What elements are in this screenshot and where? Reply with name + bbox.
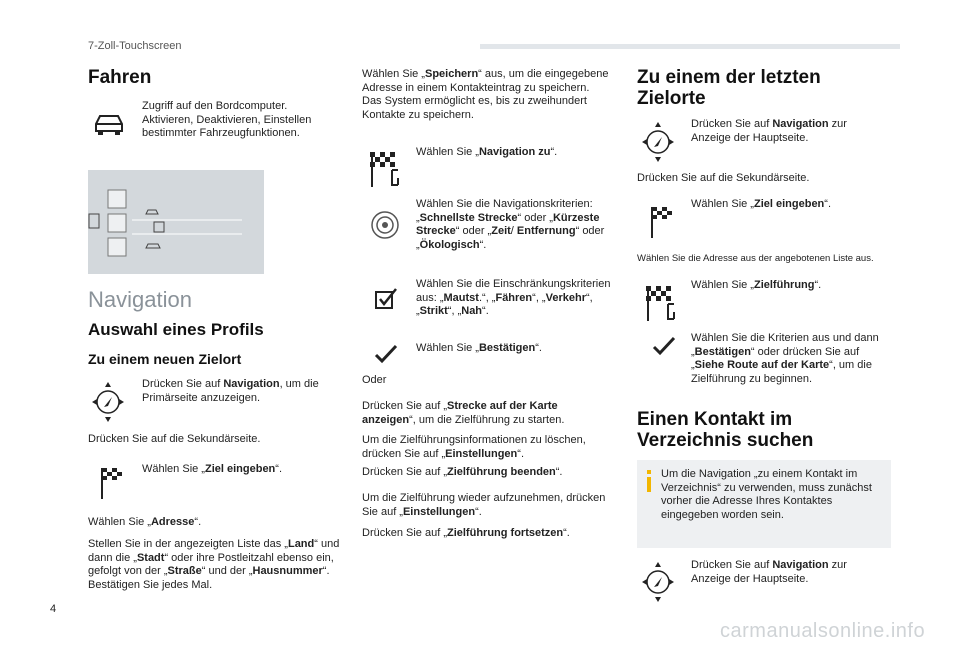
t: “, um die Zielführung zu starten. (409, 413, 565, 426)
t: Navigation zu (478, 146, 551, 158)
checkered-flag-icon (650, 205, 674, 244)
t: Das System ermöglicht es, bis zu zweihundert Kontakte zu speichern. (362, 95, 587, 121)
t: Land (287, 538, 315, 550)
t: , um die Primärseite anzuzeigen. (142, 378, 319, 404)
oder-text: Oder (362, 374, 387, 386)
t: “. (479, 238, 487, 251)
info-icon (645, 470, 653, 497)
t: Verzeichnis suchen (637, 429, 814, 451)
t: Ziel eingeben (204, 463, 276, 475)
press-secondary-text: Drücken Sie auf die Sekundärseite. (88, 433, 261, 445)
t: “. (475, 505, 482, 518)
t: Einstellungen (445, 447, 518, 460)
t: Mautst (443, 291, 479, 304)
t: Bestätigen (694, 345, 751, 358)
beenden-text (362, 466, 563, 480)
t: Wählen Sie „ (362, 68, 425, 80)
strecke-text (362, 400, 612, 427)
t: Um die Zielführung wieder aufzunehmen, drücken Sie auf „ (362, 492, 606, 518)
heading-new-destination: Zu einem neuen Zielort (88, 351, 242, 367)
select-ziel-text (142, 463, 282, 477)
t: Wählen Sie die Einschränkungskriterien aus: „ (416, 278, 611, 304)
t: Navigation (772, 559, 829, 571)
t: Stadt (136, 551, 165, 564)
t: “ und der „ (201, 565, 253, 577)
t: Bestätigen (478, 342, 536, 354)
t: Zeit (491, 225, 511, 237)
select-zielfuehrung-text (691, 279, 821, 293)
t: .“, „ (478, 291, 496, 304)
fortsetzen-text (362, 527, 570, 541)
t: “ oder „ (416, 225, 605, 251)
t: Zielführung fortsetzen (446, 527, 564, 539)
navigation-zu-text (416, 146, 557, 160)
press-secondary-text-2: Drücken Sie auf die Sekundärseite. (637, 172, 810, 184)
list-instructions (88, 538, 344, 592)
t: “ oder „ (455, 225, 492, 237)
t: “, „ (416, 291, 593, 317)
t: Zu einem der letzten (637, 67, 821, 88)
settings-icon (370, 210, 400, 245)
t: Wählen Sie die Navigationskriterien: „ (416, 198, 593, 224)
watermark: carmanualsonline.info (720, 620, 926, 642)
bestaetigen-text (416, 342, 542, 356)
t: Drücken Sie auf (691, 118, 773, 130)
heading-contact-search (637, 410, 813, 452)
steering-joystick-icon (640, 120, 676, 169)
t: Drücken Sie auf (691, 559, 773, 571)
t: Zielführung beenden (446, 466, 556, 478)
t: Strikt (419, 305, 448, 317)
t: Zielorte (637, 87, 706, 109)
t: Wählen Sie „ (88, 516, 151, 528)
t: “. (535, 342, 542, 354)
t: Navigation (772, 118, 829, 130)
t: “. (517, 447, 525, 460)
steering-joystick-icon (90, 380, 126, 429)
wieder-text (362, 492, 612, 519)
t: Einstellungen (402, 505, 476, 518)
t: Bestätigen Sie jedes Mal. (88, 578, 213, 591)
t: Wählen Sie „ (416, 342, 479, 354)
criteria-text-2 (691, 332, 891, 386)
t: “, um die Zielführung zu beginnen. (691, 359, 872, 385)
t: Drücken Sie auf „ (362, 527, 447, 539)
t: “. (824, 198, 832, 210)
t: / (510, 225, 517, 237)
t: Wählen Sie die Kriterien aus und dann „ (691, 332, 879, 358)
t: Drücken Sie auf „ (362, 400, 447, 412)
t: Strecke auf der Karte anzeigen (362, 400, 558, 426)
t: “. (555, 466, 563, 478)
t: “ und dann die „ (88, 538, 340, 564)
t: “ aus, um die eingegebene Adresse in einem Kontakteintrag zu speichern. (362, 68, 609, 94)
fahren-description: Zugriff auf den Bordcomputer. Aktivieren, Deaktivieren, Einstellen bestimmter Fahrzeugfunktionen. (142, 100, 312, 139)
t: Verkehr (545, 291, 586, 304)
checkered-flag-icon (370, 152, 400, 193)
t: Straße (167, 565, 202, 577)
heading-fahren: Fahren (88, 67, 152, 88)
t: Stellen Sie in der angezeigten Liste das „ (88, 538, 288, 550)
navigation-criteria-text (416, 198, 616, 252)
page-number: 4 (50, 603, 57, 615)
restriction-criteria-text (416, 278, 616, 319)
t: Wählen Sie „ (142, 463, 205, 475)
select-adresse-text (88, 516, 201, 530)
t: zur Anzeige der Hauptseite. (691, 118, 847, 144)
t: Hausnummer (252, 565, 323, 577)
heading-profile: Auswahl eines Profils (88, 320, 264, 339)
checkbox-icon (374, 286, 400, 317)
t: Um die Zielführungsinformationen zu löschen, drücken Sie auf „ (362, 434, 586, 460)
t: Siehe Route auf der Karte (694, 359, 830, 371)
running-header: 7-Zoll-Touchscreen (88, 40, 182, 52)
checkered-flag-icon (100, 466, 124, 505)
checkered-flag-icon (646, 286, 676, 327)
t: Einen Kontakt im (637, 409, 793, 430)
t: “, „ (447, 305, 462, 317)
speichern-text (362, 68, 612, 122)
t: “. (550, 146, 558, 158)
t: Nah (461, 305, 483, 317)
t: Ökologisch (419, 238, 480, 251)
steering-joystick-icon (640, 560, 676, 609)
t: Zielführung (753, 279, 815, 291)
t: “. (814, 279, 822, 291)
press-navigation-text-2 (691, 118, 871, 145)
t: “ oder „ (517, 211, 553, 224)
checkmark-icon (652, 336, 676, 361)
press-navigation-text-3 (691, 559, 871, 586)
t: Fähren (495, 291, 533, 304)
t: “. (563, 527, 570, 539)
t: Entfernung (516, 225, 576, 237)
t: Kürzeste Strecke (416, 211, 600, 237)
t: Speichern (424, 68, 479, 80)
t: Navigation (223, 378, 280, 390)
t: Wählen Sie „ (691, 279, 754, 291)
t: “. (275, 463, 283, 475)
select-ziel-text-2 (691, 198, 831, 212)
heading-navigation: Navigation (88, 287, 192, 312)
t: “, „ (532, 291, 546, 304)
t: Wählen Sie „ (416, 146, 479, 158)
t: Wählen Sie „ (691, 198, 754, 210)
header-bar (480, 44, 900, 49)
loeschen-text (362, 434, 612, 461)
t: “ oder ihre Postleitzahl ebenso ein, gefolgt von der „ (88, 551, 334, 577)
t: “. (482, 305, 489, 317)
info-note-box (637, 460, 891, 548)
press-navigation-text (142, 378, 332, 405)
t: Adresse (150, 516, 195, 528)
t: Schnellste Strecke (419, 211, 518, 224)
checkmark-icon (374, 344, 398, 369)
screen-thumbnail (88, 170, 264, 274)
info-note-text: Um die Navigation „zu einem Kontakt im Verzeichnis“ zu verwenden, muss zunächst vorher die Adresse Ihres Kontaktes eingegeben worden sein. (661, 468, 872, 521)
t: zur Anzeige der Hauptseite. (691, 559, 847, 585)
car-icon (92, 110, 126, 141)
t: “. (194, 516, 202, 528)
choose-address-text: Wählen Sie die Adresse aus der angebotenen Liste aus. (637, 253, 874, 264)
t: Drücken Sie auf (142, 378, 224, 390)
t: Ziel eingeben (753, 198, 825, 210)
t: “ oder drücken Sie auf „ (691, 345, 860, 371)
t: Drücken Sie auf „ (362, 466, 447, 478)
t: “. (322, 565, 330, 577)
heading-last-destinations (637, 68, 821, 110)
